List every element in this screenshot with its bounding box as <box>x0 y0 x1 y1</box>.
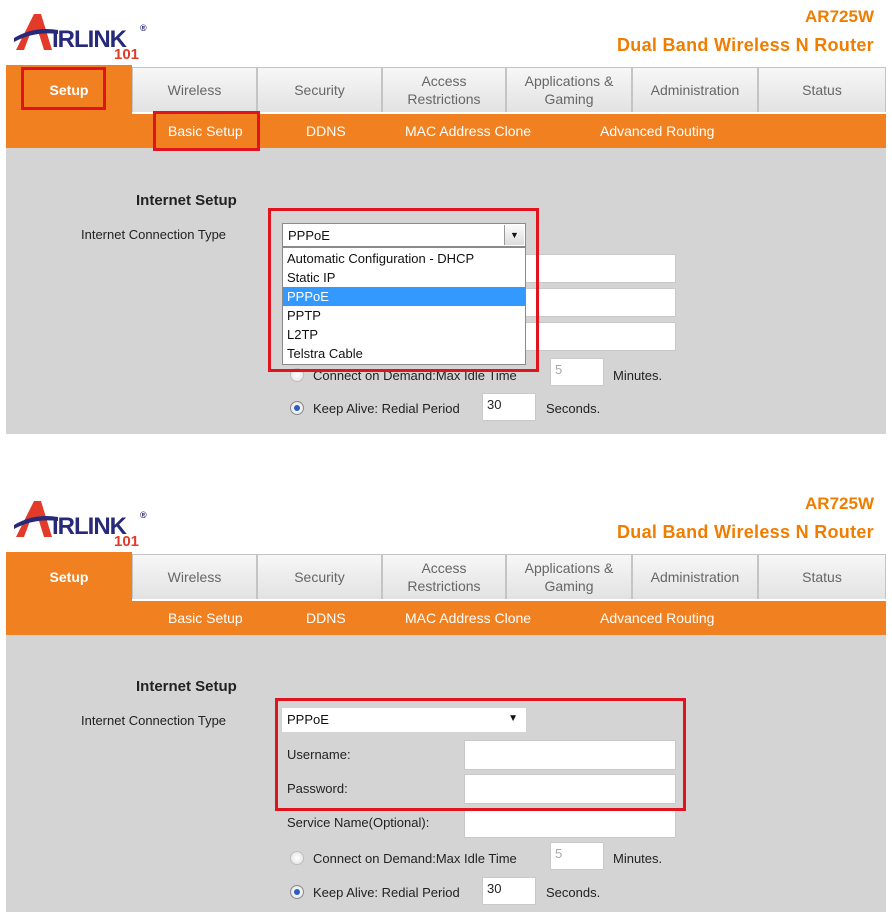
subnav-ddns[interactable]: DDNS <box>306 610 346 626</box>
tab-administration[interactable]: Administration <box>632 67 758 112</box>
section-title: Internet Setup <box>136 678 237 695</box>
subnav-basic-setup[interactable]: Basic Setup <box>168 123 243 139</box>
logo-number: 101 <box>114 533 140 550</box>
service-name-label: Service Name(Optional): <box>287 815 430 830</box>
connection-type-label: Internet Connection Type <box>81 713 227 728</box>
tab-status[interactable]: Status <box>758 67 886 112</box>
subnav-mac-address-clone[interactable]: MAC Address Clone <box>405 123 532 139</box>
highlight-dropdown <box>268 208 539 372</box>
chevron-down-icon[interactable]: ▼ <box>504 225 524 245</box>
keep-alive-label: Keep Alive: Redial Period <box>313 885 460 900</box>
model-name: AR725W <box>805 494 874 513</box>
keep-alive-label: Keep Alive: Redial Period <box>313 401 460 416</box>
highlight-pppoe-fields <box>275 698 686 811</box>
minutes-label: Minutes. <box>613 851 663 866</box>
tab-security[interactable]: Security <box>257 554 382 599</box>
router-screenshot-top <box>6 0 886 434</box>
redial-period-input[interactable] <box>482 393 536 421</box>
airlink-logo <box>14 6 154 63</box>
max-idle-time-value: 5 <box>555 846 563 861</box>
logo-registered-mark: ® <box>140 510 147 520</box>
keep-alive-radio[interactable] <box>290 885 304 899</box>
option-pppoe[interactable]: PPPoE <box>283 287 525 306</box>
connection-type-label: Internet Connection Type <box>81 227 227 242</box>
sub-navigation <box>6 601 886 635</box>
tab-wireless[interactable]: Wireless <box>132 554 257 599</box>
tab-access-restrictions[interactable]: Access Restrictions <box>382 554 506 599</box>
tab-setup[interactable]: Setup <box>6 552 132 601</box>
tab-administration[interactable]: Administration <box>632 554 758 599</box>
max-idle-time-input[interactable] <box>550 842 604 870</box>
option-l2tp[interactable]: L2TP <box>287 327 319 342</box>
router-screenshot-bottom <box>6 487 886 912</box>
tab-access-restrictions[interactable]: Access Restrictions <box>382 67 506 112</box>
username-label: Username: <box>287 747 351 762</box>
keep-alive-radio[interactable] <box>290 401 304 415</box>
tab-applications-gaming[interactable]: Applications & Gaming <box>506 554 632 599</box>
subnav-basic-setup[interactable]: Basic Setup <box>168 610 243 626</box>
model-name: AR725W <box>805 7 874 26</box>
max-idle-time-value: 5 <box>555 362 563 377</box>
main-tabs <box>6 552 886 601</box>
connect-on-demand-label: Connect on Demand:Max Idle Time <box>313 851 517 866</box>
chevron-down-icon[interactable]: ▼ <box>508 713 518 724</box>
highlight-setup-tab <box>21 67 106 110</box>
highlight-basic-setup <box>153 111 260 151</box>
connect-on-demand-label: Connect on Demand:Max Idle Time <box>313 368 517 383</box>
main-tabs <box>6 65 886 114</box>
airlink-logo <box>14 493 154 550</box>
option-telstra-cable[interactable]: Telstra Cable <box>287 346 363 361</box>
logo-brand-text: IRLINK <box>52 26 126 53</box>
tab-setup[interactable]: Setup <box>6 65 132 114</box>
subnav-advanced-routing[interactable]: Advanced Routing <box>600 123 715 139</box>
logo-registered-mark: ® <box>140 23 147 33</box>
tab-security[interactable]: Security <box>257 67 382 112</box>
product-name: Dual Band Wireless N Router <box>617 35 874 55</box>
subnav-mac-address-clone[interactable]: MAC Address Clone <box>405 610 532 626</box>
seconds-label: Seconds. <box>546 401 601 416</box>
tab-wireless[interactable]: Wireless <box>132 67 257 112</box>
logo-number: 101 <box>114 46 140 63</box>
minutes-label: Minutes. <box>613 368 663 383</box>
password-label: Password: <box>287 781 348 796</box>
tab-status[interactable]: Status <box>758 554 886 599</box>
option-dhcp[interactable]: Automatic Configuration - DHCP <box>287 251 475 266</box>
seconds-label: Seconds. <box>546 885 601 900</box>
subnav-ddns[interactable]: DDNS <box>306 123 346 139</box>
tab-applications-gaming[interactable]: Applications & Gaming <box>506 67 632 112</box>
connect-on-demand-radio[interactable] <box>290 851 304 865</box>
section-title: Internet Setup <box>136 192 237 209</box>
logo-brand-text: IRLINK <box>52 513 126 540</box>
max-idle-time-input[interactable] <box>550 358 604 386</box>
service-name-input[interactable] <box>464 808 676 838</box>
connection-type-value: PPPoE <box>288 228 330 243</box>
redial-period-value: 30 <box>487 881 502 896</box>
sub-navigation <box>6 114 886 148</box>
connection-type-value: PPPoE <box>287 712 329 727</box>
product-name: Dual Band Wireless N Router <box>617 522 874 542</box>
redial-period-input[interactable] <box>482 877 536 905</box>
option-static-ip[interactable]: Static IP <box>287 270 336 285</box>
option-pptp[interactable]: PPTP <box>287 308 321 323</box>
redial-period-value: 30 <box>487 397 502 412</box>
subnav-advanced-routing[interactable]: Advanced Routing <box>600 610 715 626</box>
